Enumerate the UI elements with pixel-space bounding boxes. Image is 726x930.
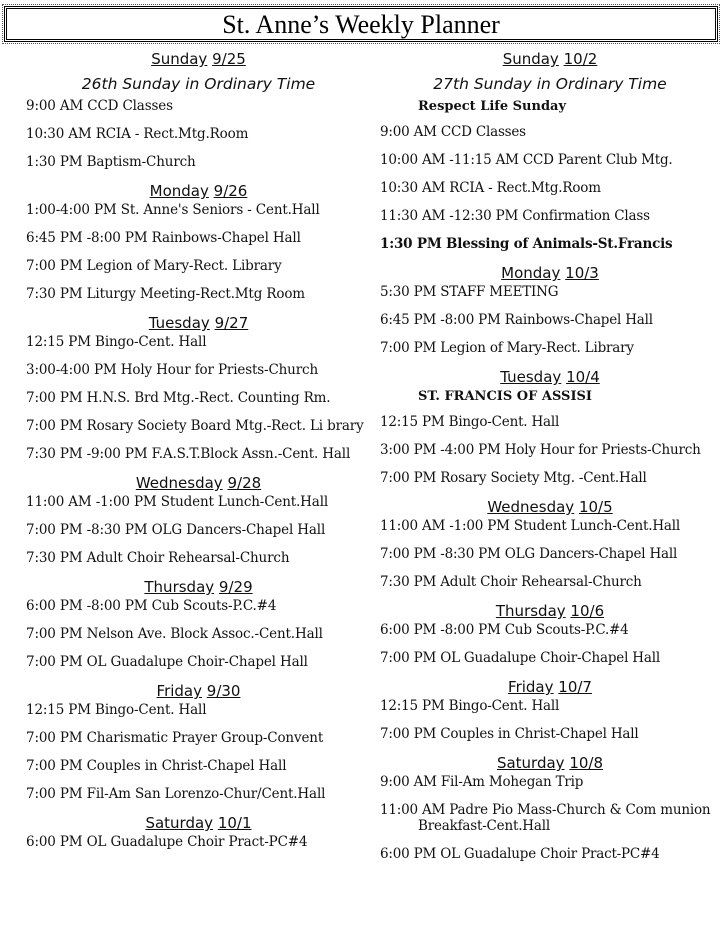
liturgical-title: 27th Sunday in Ordinary Time [433,75,667,93]
day-name: Thursday [144,578,215,596]
event-item: 7:00 PM Couples in Christ-Chapel Hall [380,726,639,742]
day-heading [26,814,371,832]
event-item: 9:00 AM CCD Classes [380,124,526,140]
day-heading [26,474,371,492]
event-item: 7:00 PM OL Guadalupe Choir-Chapel Hall [380,650,660,666]
day-heading [26,50,371,68]
event-item: 3:00 PM -4:00 PM Holy Hour for Priests-Church [380,442,701,458]
event-item: 3:00-4:00 PM Holy Hour for Priests-Church [26,362,318,378]
event-item: 10:30 AM RCIA - Rect.Mtg.Room [26,126,249,142]
day-name: Monday [501,264,561,282]
day-name: Monday [149,182,209,200]
event-item: 11:30 AM -12:30 PM Confirmation Class [380,208,650,224]
event-item: 11:00 AM -1:00 PM Student Lunch-Cent.Hall [26,494,329,510]
day-date: 10/5 [578,498,613,516]
event-item: 6:00 PM -8:00 PM Cub Scouts-P.C.#4 [380,622,629,638]
event-item: 7:00 PM Charismatic Prayer Group-Convent [26,730,324,746]
day-name: Sunday [151,50,208,68]
day-name: Saturday [496,754,565,772]
event-item: 7:30 PM -9:00 PM F.A.S.T.Block Assn.-Cent. Hall [26,446,351,462]
event-item: 11:00 AM -1:00 PM Student Lunch-Cent.Hall [380,518,680,534]
event-item: 7:00 PM Nelson Ave. Block Assoc.-Cent.Hall [26,626,323,642]
day-heading [380,368,720,386]
day-date: 10/1 [217,814,252,832]
event-item: 7:00 PM Couples in Christ-Chapel Hall [26,758,287,774]
planner-title: St. Anne’s Weekly Planner [222,10,500,39]
special-observance: Respect Life Sunday [418,99,567,114]
day-date: 10/7 [558,678,592,696]
event-item: 7:00 PM -8:30 PM OLG Dancers-Chapel Hall [26,522,326,538]
event-item: 7:00 PM Rosary Society Board Mtg.-Rect. Li brary [26,418,364,434]
day-date: 10/6 [570,602,605,620]
event-item: 7:00 PM Rosary Society Mtg. -Cent.Hall [380,470,647,486]
day-name: Friday [156,682,202,700]
event-item: 7:30 PM Adult Choir Rehearsal-Church [380,574,642,590]
event-item: 7:30 PM Adult Choir Rehearsal-Church [26,550,290,566]
day-date: 10/8 [569,754,604,772]
day-heading [380,678,720,696]
event-item: 1:30 PM Blessing of Animals-St.Francis [380,236,673,252]
event-item: 6:00 PM OL Guadalupe Choir Pract-PC#4 [26,834,308,850]
day-date: 10/3 [565,264,599,282]
event-item: 11:00 AM Padre Pio Mass-Church & Com munion Breakfast-Cent.Hall [380,802,711,834]
event-item: 7:00 PM Fil-Am San Lorenzo-Chur/Cent.Hall [26,786,326,802]
event-item: 12:15 PM Bingo-Cent. Hall [26,702,207,718]
day-name: Sunday [502,50,559,68]
event-item: 9:00 AM CCD Classes [26,98,173,114]
event-item: 7:30 PM Liturgy Meeting-Rect.Mtg Room [26,286,305,302]
day-heading [26,314,371,332]
event-item: 12:15 PM Bingo-Cent. Hall [26,334,207,350]
event-item: 1:00-4:00 PM St. Anne's Seniors - Cent.Hall [26,202,320,218]
day-name: Tuesday [148,314,210,332]
day-heading [26,182,371,200]
event-item: 6:00 PM OL Guadalupe Choir Pract-PC#4 [380,846,660,862]
week-column-right [380,50,720,874]
day-name: Thursday [495,602,566,620]
day-heading [26,682,371,700]
day-heading [380,498,720,516]
day-date: 10/2 [563,50,598,68]
day-heading [26,578,371,596]
event-item: 7:00 PM -8:30 PM OLG Dancers-Chapel Hall [380,546,678,562]
day-heading [380,602,720,620]
event-item: 7:00 PM Legion of Mary-Rect. Library [26,258,282,274]
day-name: Tuesday [500,368,562,386]
day-name: Wednesday [487,498,575,516]
day-name: Wednesday [135,474,223,492]
day-heading [380,264,720,282]
day-heading [380,754,720,772]
event-item: 7:00 PM OL Guadalupe Choir-Chapel Hall [26,654,308,670]
day-name: Saturday [145,814,214,832]
event-item: 6:00 PM -8:00 PM Cub Scouts-P.C.#4 [26,598,277,614]
special-observance: ST. FRANCIS OF ASSISI [418,389,592,404]
day-date: 9/26 [213,182,248,200]
event-item: 6:45 PM -8:00 PM Rainbows-Chapel Hall [26,230,301,246]
event-item: 6:45 PM -8:00 PM Rainbows-Chapel Hall [380,312,653,328]
day-name: Friday [508,678,554,696]
event-item: 9:00 AM Fil-Am Mohegan Trip [380,774,584,790]
day-date: 10/4 [566,368,600,386]
day-date: 9/30 [206,682,241,700]
event-item: 12:15 PM Bingo-Cent. Hall [380,414,560,430]
event-item: 10:30 AM RCIA - Rect.Mtg.Room [380,180,601,196]
liturgical-title: 26th Sunday in Ordinary Time [81,75,316,93]
day-date: 9/29 [218,578,253,596]
event-item: 7:00 PM Legion of Mary-Rect. Library [380,340,634,356]
planner-title-box [4,6,718,42]
day-heading [380,50,720,68]
event-item: 1:30 PM Baptism-Church [26,154,196,170]
day-date: 9/25 [212,50,246,68]
week-column-left [26,50,371,862]
event-item: 10:00 AM -11:15 AM CCD Parent Club Mtg. [380,152,673,168]
day-date: 9/28 [227,474,262,492]
day-date: 9/27 [214,314,249,332]
event-item: 5:30 PM STAFF MEETING [380,284,559,300]
event-item: 12:15 PM Bingo-Cent. Hall [380,698,560,714]
event-item: 7:00 PM H.N.S. Brd Mtg.-Rect. Counting Rm. [26,390,331,406]
